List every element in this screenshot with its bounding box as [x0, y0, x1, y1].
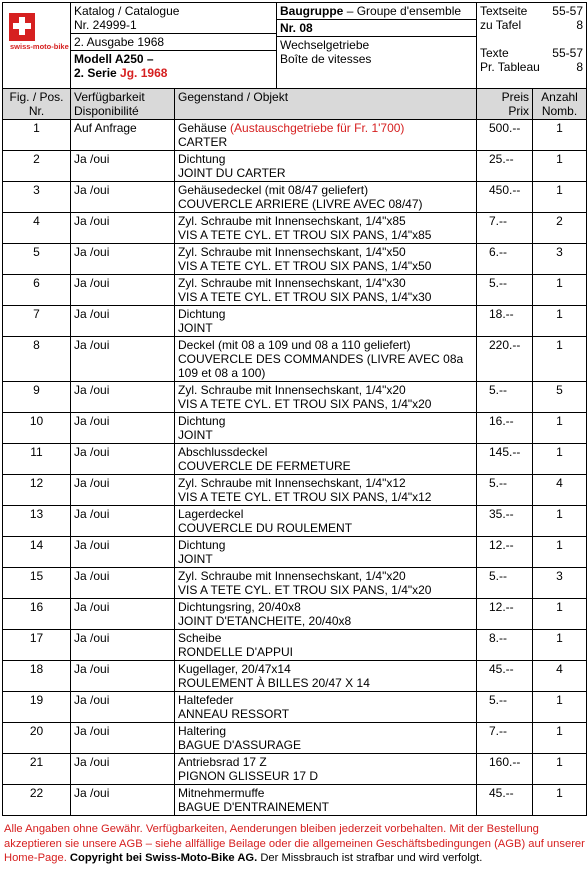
edition: 2. Ausgabe 1968: [71, 33, 276, 50]
footer-text-1: Alle Angaben ohne Gewähr. Verfügbarkeiten, Aenderungen bleiben jederzeit vorbehalten. Mit der Bestellung akzeptieren sie unsere AGB – siehe allfällige Beilage oder die allgemeinen Geschäftsbedingungen (AGB) auf unserer Home-Page.: [4, 823, 585, 864]
table-row: [3, 754, 587, 785]
row-position: 10: [3, 413, 71, 444]
row-item: [175, 661, 477, 692]
row-price: 450.--: [477, 182, 533, 213]
row-position: 18: [3, 661, 71, 692]
item-name-fr: ROULEMENT À BILLES 20/47 X 14: [178, 676, 370, 690]
row-quantity: 1: [533, 537, 587, 568]
row-price: 25.--: [477, 151, 533, 182]
item-name-de: Lagerdeckel: [178, 507, 244, 521]
row-position: 14: [3, 537, 71, 568]
row-availability: Ja /oui: [71, 537, 175, 568]
row-position: 4: [3, 213, 71, 244]
row-price: 145.--: [477, 444, 533, 475]
col-availability: Verfügbarkeit Disponibilité: [71, 89, 175, 120]
item-name-fr: ANNEAU RESSORT: [178, 707, 290, 721]
row-price: 5.--: [477, 692, 533, 723]
item-name-fr: VIS A TETE CYL. ET TROU SIX PANS, 1/4"x20: [178, 583, 432, 597]
row-quantity: 1: [533, 599, 587, 630]
footer-disclaimer: [4, 822, 586, 866]
row-price: 5.--: [477, 275, 533, 306]
table-row: [3, 506, 587, 537]
row-price: 500.--: [477, 120, 533, 151]
item-name-fr: JOINT D'ETANCHEITE, 20/40x8: [178, 614, 352, 628]
item-name-fr: COUVERCLE DU ROULEMENT: [178, 521, 353, 535]
row-quantity: 4: [533, 661, 587, 692]
footer-copyright: Copyright bei Swiss-Moto-Bike AG.: [69, 852, 258, 864]
item-name-de: Zyl. Schraube mit Innensechskant, 1/4"x20: [178, 569, 406, 583]
col-price: Preis Prix: [477, 89, 533, 120]
row-position: 19: [3, 692, 71, 723]
col-pos: Fig. / Pos. Nr.: [3, 89, 71, 120]
item-name-de: Scheibe: [178, 631, 222, 645]
row-quantity: 1: [533, 754, 587, 785]
footer-text-2: Der Missbrauch ist strafbar und wird verfolgt.: [257, 852, 483, 864]
row-quantity: 1: [533, 120, 587, 151]
item-name-de: Dichtungsring, 20/40x8: [178, 600, 301, 614]
row-price: 12.--: [477, 599, 533, 630]
item-name-de: Antriebsrad 17 Z: [178, 755, 267, 769]
item-name-fr: VIS A TETE CYL. ET TROU SIX PANS, 1/4"x12: [178, 490, 432, 504]
row-position: 21: [3, 754, 71, 785]
row-position: 9: [3, 382, 71, 413]
table-row: [3, 599, 587, 630]
row-item: [175, 213, 477, 244]
row-item: [175, 630, 477, 661]
item-name-fr: JOINT: [178, 428, 213, 442]
row-position: 16: [3, 599, 71, 630]
row-availability: Ja /oui: [71, 568, 175, 599]
table-row: [3, 382, 587, 413]
column-header-row: [3, 89, 587, 120]
row-item: [175, 568, 477, 599]
row-position: 3: [3, 182, 71, 213]
row-quantity: 1: [533, 151, 587, 182]
col-item: Gegenstand / Objekt: [175, 89, 477, 120]
table-row: [3, 275, 587, 306]
header-table: [2, 2, 587, 89]
series-year: Jg. 1968: [120, 66, 168, 80]
item-name-de: Haltering: [178, 724, 227, 738]
row-item: [175, 444, 477, 475]
row-availability: Ja /oui: [71, 599, 175, 630]
row-availability: Ja /oui: [71, 151, 175, 182]
item-name-de: Dichtung: [178, 307, 226, 321]
row-price: 7.--: [477, 213, 533, 244]
row-position: 22: [3, 785, 71, 816]
row-availability: Ja /oui: [71, 382, 175, 413]
row-item: [175, 382, 477, 413]
row-position: 1: [3, 120, 71, 151]
group-info-cell: [277, 3, 477, 89]
item-name-de: Kugellager, 20/47x14: [178, 662, 291, 676]
row-price: 5.--: [477, 382, 533, 413]
item-name-de: Dichtung: [178, 152, 226, 166]
row-availability: Ja /oui: [71, 506, 175, 537]
row-availability: Ja /oui: [71, 213, 175, 244]
row-price: 5.--: [477, 568, 533, 599]
item-name-de: Haltefeder: [178, 693, 234, 707]
row-position: 5: [3, 244, 71, 275]
row-price: 45.--: [477, 661, 533, 692]
row-price: 35.--: [477, 506, 533, 537]
row-availability: Ja /oui: [71, 444, 175, 475]
row-item: [175, 692, 477, 723]
item-name-fr: COUVERCLE DES COMMANDES (LIVRE AVEC 08a 109 et 08 a 100): [178, 352, 464, 380]
row-availability: Ja /oui: [71, 630, 175, 661]
table-row: [3, 661, 587, 692]
row-item: [175, 182, 477, 213]
item-name-fr: JOINT DU CARTER: [178, 166, 286, 180]
row-price: 45.--: [477, 785, 533, 816]
group-label-fr: – Groupe d'ensemble: [346, 4, 462, 18]
row-availability: Ja /oui: [71, 785, 175, 816]
logo-cell: [3, 3, 71, 89]
row-availability: Ja /oui: [71, 275, 175, 306]
row-price: 16.--: [477, 413, 533, 444]
row-availability: Ja /oui: [71, 413, 175, 444]
row-quantity: 1: [533, 444, 587, 475]
tafel-label: zu Tafel: [480, 18, 522, 32]
group-number: Nr. 08: [277, 19, 476, 36]
item-name-fr: VIS A TETE CYL. ET TROU SIX PANS, 1/4"x20: [178, 397, 432, 411]
table-row: [3, 306, 587, 337]
table-row: [3, 475, 587, 506]
row-price: 12.--: [477, 537, 533, 568]
item-name-fr: BAGUE D'ASSURAGE: [178, 738, 301, 752]
row-position: 8: [3, 337, 71, 382]
table-row: [3, 785, 587, 816]
item-name-fr: BAGUE D'ENTRAINEMENT: [178, 800, 329, 814]
item-name-de: Zyl. Schraube mit Innensechskant, 1/4"x85: [178, 214, 406, 228]
row-quantity: 1: [533, 692, 587, 723]
row-position: 12: [3, 475, 71, 506]
row-quantity: 1: [533, 785, 587, 816]
table-row: [3, 182, 587, 213]
row-quantity: 1: [533, 337, 587, 382]
row-availability: Ja /oui: [71, 475, 175, 506]
item-name-de: Mitnehmermuffe: [178, 786, 265, 800]
item-name-de: Dichtung: [178, 414, 226, 428]
row-quantity: 4: [533, 475, 587, 506]
item-name-de: Deckel (mit 08 a 109 und 08 a 110 geliefert): [178, 338, 411, 352]
item-name-fr: VIS A TETE CYL. ET TROU SIX PANS, 1/4"x85: [178, 228, 432, 242]
row-item: [175, 244, 477, 275]
row-position: 11: [3, 444, 71, 475]
table-row: [3, 537, 587, 568]
row-quantity: 1: [533, 275, 587, 306]
tableau-label: Pr. Tableau: [480, 60, 540, 74]
row-item: [175, 599, 477, 630]
row-price: 220.--: [477, 337, 533, 382]
row-quantity: 2: [533, 213, 587, 244]
table-row: [3, 444, 587, 475]
textseite-value: 55-57: [552, 4, 583, 18]
table-row: [3, 692, 587, 723]
row-availability: Ja /oui: [71, 306, 175, 337]
row-price: 7.--: [477, 723, 533, 754]
row-item: [175, 785, 477, 816]
textseite-label: Textseite: [480, 4, 528, 18]
row-position: 17: [3, 630, 71, 661]
row-availability: Ja /oui: [71, 244, 175, 275]
model: Modell A250 –: [74, 52, 154, 66]
row-quantity: 1: [533, 630, 587, 661]
tableau-value: 8: [576, 60, 583, 74]
table-row: [3, 151, 587, 182]
group-label: Baugruppe: [280, 4, 344, 18]
catalog-sheet: [2, 2, 586, 816]
row-availability: Ja /oui: [71, 692, 175, 723]
row-price: 5.--: [477, 475, 533, 506]
row-price: 160.--: [477, 754, 533, 785]
item-name-de: Gehäuse: [178, 121, 227, 135]
item-name-de: Zyl. Schraube mit Innensechskant, 1/4"x50: [178, 245, 406, 259]
item-name-fr: JOINT: [178, 321, 213, 335]
row-item: [175, 723, 477, 754]
item-name-de: Gehäusedeckel (mit 08/47 geliefert): [178, 183, 369, 197]
item-name-fr: JOINT: [178, 552, 213, 566]
item-name-fr: PIGNON GLISSEUR 17 D: [178, 769, 319, 783]
row-availability: Auf Anfrage: [71, 120, 175, 151]
row-item: [175, 151, 477, 182]
row-availability: Ja /oui: [71, 661, 175, 692]
table-row: [3, 723, 587, 754]
catalog-label: Katalog / Catalogue: [74, 4, 180, 18]
tafel-value: 8: [576, 18, 583, 32]
row-position: 2: [3, 151, 71, 182]
table-row: [3, 413, 587, 444]
texte-label: Texte: [480, 46, 509, 60]
row-availability: Ja /oui: [71, 754, 175, 785]
table-row: [3, 568, 587, 599]
table-row: [3, 337, 587, 382]
row-item: [175, 120, 477, 151]
item-name-de: Zyl. Schraube mit Innensechskant, 1/4"x30: [178, 276, 406, 290]
group-name-fr: Boîte de vitesses: [280, 52, 372, 66]
catalog-number: Nr. 24999-1: [74, 18, 137, 32]
row-price: 8.--: [477, 630, 533, 661]
texte-value: 55-57: [552, 46, 583, 60]
row-item: [175, 413, 477, 444]
item-note: (Austauschgetriebe für Fr. 1'700): [230, 121, 405, 135]
row-position: 20: [3, 723, 71, 754]
row-item: [175, 475, 477, 506]
row-item: [175, 337, 477, 382]
row-price: 6.--: [477, 244, 533, 275]
swiss-moto-bike-logo: [7, 9, 69, 65]
item-name-fr: COUVERCLE DE FERMETURE: [178, 459, 351, 473]
catalog-info-cell: [71, 3, 277, 89]
item-name-de: Abschlussdeckel: [178, 445, 268, 459]
row-price: 18.--: [477, 306, 533, 337]
parts-table: [2, 88, 587, 816]
row-quantity: 5: [533, 382, 587, 413]
row-item: [175, 306, 477, 337]
row-position: 7: [3, 306, 71, 337]
row-position: 13: [3, 506, 71, 537]
page-ref-cell: [477, 3, 587, 89]
row-quantity: 1: [533, 723, 587, 754]
row-quantity: 1: [533, 306, 587, 337]
series-label: 2. Serie: [74, 66, 117, 80]
row-availability: Ja /oui: [71, 723, 175, 754]
table-row: [3, 244, 587, 275]
row-quantity: 3: [533, 244, 587, 275]
table-row: [3, 120, 587, 151]
row-position: 6: [3, 275, 71, 306]
item-name-fr: CARTER: [178, 135, 228, 149]
row-quantity: 1: [533, 506, 587, 537]
row-quantity: 1: [533, 182, 587, 213]
row-quantity: 3: [533, 568, 587, 599]
row-position: 15: [3, 568, 71, 599]
item-name-fr: COUVERCLE ARRIERE (LIVRE AVEC 08/47): [178, 197, 423, 211]
table-row: [3, 213, 587, 244]
row-availability: Ja /oui: [71, 337, 175, 382]
row-availability: Ja /oui: [71, 182, 175, 213]
row-item: [175, 754, 477, 785]
logo-text: swiss-moto-bike: [10, 42, 69, 51]
item-name-fr: VIS A TETE CYL. ET TROU SIX PANS, 1/4"x50: [178, 259, 432, 273]
row-item: [175, 506, 477, 537]
row-item: [175, 275, 477, 306]
row-item: [175, 537, 477, 568]
item-name-de: Zyl. Schraube mit Innensechskant, 1/4"x12: [178, 476, 406, 490]
item-name-de: Dichtung: [178, 538, 226, 552]
item-name-fr: VIS A TETE CYL. ET TROU SIX PANS, 1/4"x30: [178, 290, 432, 304]
row-quantity: 1: [533, 413, 587, 444]
col-quantity: Anzahl Nomb.: [533, 89, 587, 120]
parts-body: [3, 120, 587, 816]
table-row: [3, 630, 587, 661]
item-name-fr: RONDELLE D'APPUI: [178, 645, 293, 659]
group-name-de: Wechselgetriebe: [280, 38, 370, 52]
item-name-de: Zyl. Schraube mit Innensechskant, 1/4"x20: [178, 383, 406, 397]
